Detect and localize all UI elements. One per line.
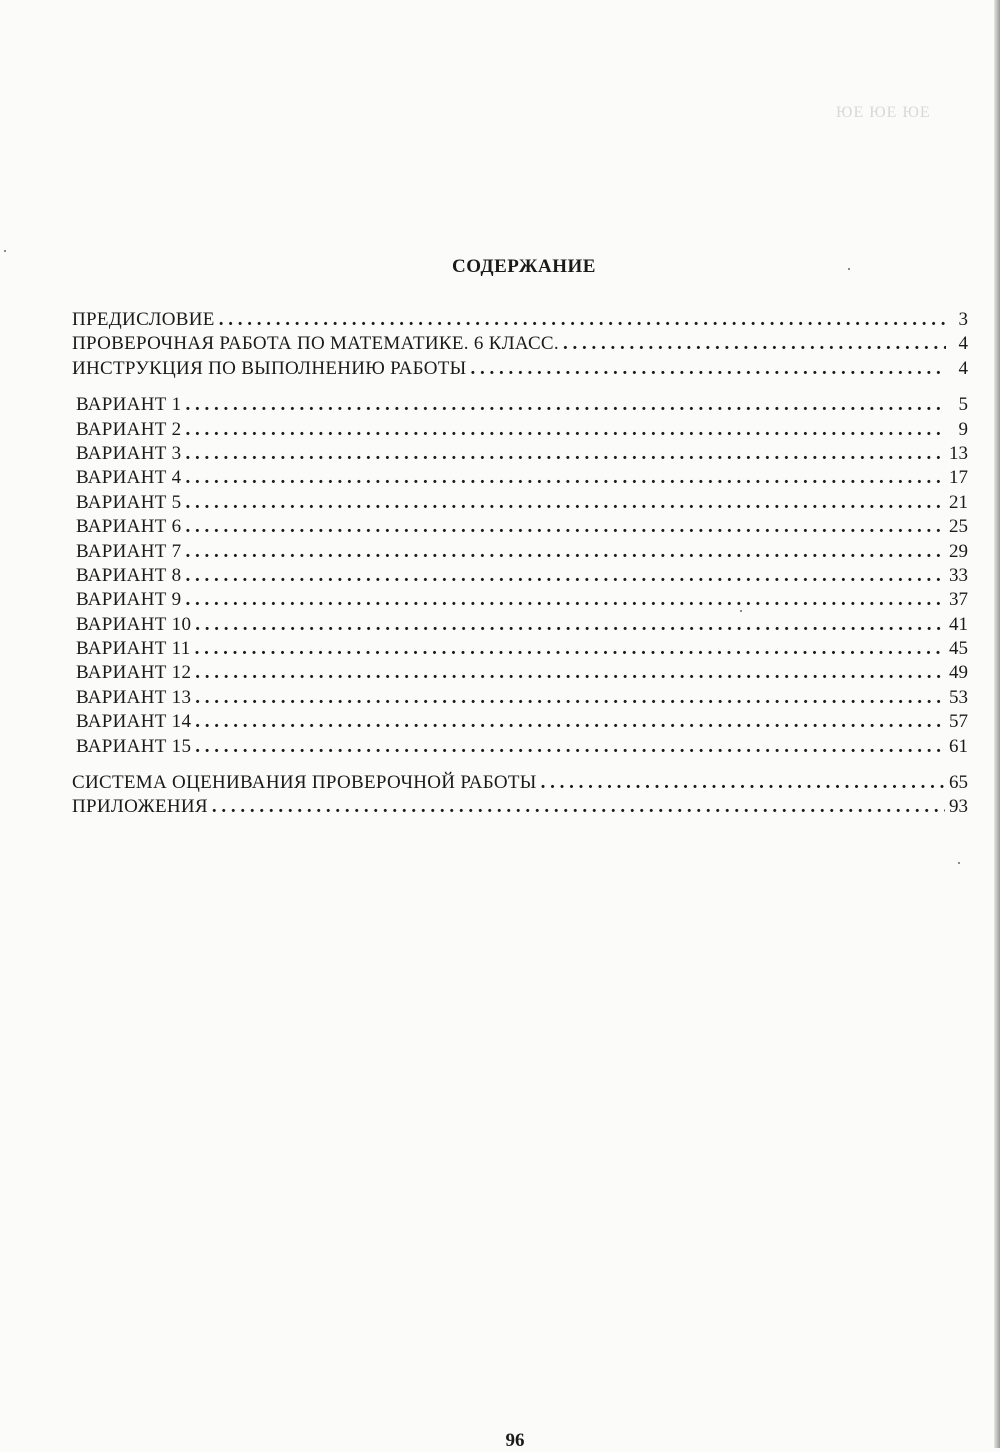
leader-dots xyxy=(185,564,945,588)
toc-entry-title: ВАРИАНТ 2 xyxy=(76,418,182,440)
bleed-through-text: ЮЕ ЮЕ ЮЕ xyxy=(836,104,931,121)
scan-speck xyxy=(848,268,850,270)
toc-entry-variant-11[interactable] xyxy=(72,637,968,661)
toc-entry-title: ВАРИАНТ 5 xyxy=(76,491,182,513)
toc-entry-variant-6[interactable] xyxy=(72,515,968,539)
leader-dots xyxy=(185,515,945,539)
leader-dots xyxy=(185,418,946,442)
leader-dots xyxy=(185,540,945,564)
toc-entry-page: 93 xyxy=(949,796,968,818)
leader-dots xyxy=(212,795,945,819)
toc-entry-title: ВАРИАНТ 1 xyxy=(76,394,182,416)
leader-dots xyxy=(195,613,945,637)
toc-entry-variant-13[interactable] xyxy=(72,686,968,710)
toc-entry-page: 49 xyxy=(949,662,968,684)
toc-entry-page: 3 xyxy=(958,309,968,330)
toc-entry-page: 5 xyxy=(958,394,968,416)
toc-entry-page: 65 xyxy=(949,772,968,794)
leader-dots xyxy=(195,710,945,734)
toc-entry-page: 13 xyxy=(949,442,968,464)
leader-dots xyxy=(195,686,945,710)
leader-dots xyxy=(185,393,946,417)
toc-entry-title: ВАРИАНТ 4 xyxy=(76,467,182,489)
toc-entry-page: 57 xyxy=(949,711,968,733)
toc-entry-title: ИНСТРУКЦИЯ ПО ВЫПОЛНЕНИЮ РАБОТЫ xyxy=(72,357,467,379)
leader-dots xyxy=(185,466,945,490)
toc-entry-page: 21 xyxy=(949,491,968,513)
leader-dots xyxy=(195,661,945,685)
leader-dots xyxy=(471,357,946,381)
leader-dots xyxy=(563,332,946,356)
toc-entry-variant-15[interactable] xyxy=(72,735,968,759)
toc-entry-page: 33 xyxy=(949,564,968,586)
toc-entry-title: ВАРИАНТ 6 xyxy=(76,516,182,538)
toc-entry-title: ВАРИАНТ 15 xyxy=(76,735,192,757)
toc-entry-variant-4[interactable] xyxy=(72,466,968,490)
toc-entry-variant-9[interactable] xyxy=(72,588,968,612)
toc-entry-variant-7[interactable] xyxy=(72,540,968,564)
leader-dots xyxy=(195,637,945,661)
toc-entry-title: ВАРИАНТ 14 xyxy=(76,711,192,733)
page-edge-shadow xyxy=(994,0,1000,1448)
toc-entry-test-intro[interactable] xyxy=(72,332,968,356)
toc-entry-title: ВАРИАНТ 10 xyxy=(76,613,192,635)
toc-entry-title: ПРЕДИСЛОВИЕ xyxy=(72,309,215,330)
leader-dots xyxy=(541,771,945,795)
toc-entry-title: ВАРИАНТ 11 xyxy=(76,638,191,660)
toc-entry-title: ВАРИАНТ 12 xyxy=(76,662,192,684)
toc-entry-instructions[interactable] xyxy=(72,357,968,381)
scan-speck xyxy=(958,862,960,864)
toc-entry-page: 25 xyxy=(949,516,968,538)
scan-speck xyxy=(740,610,742,612)
toc-entry-variant-14[interactable] xyxy=(72,710,968,734)
footer-page-number: 96 xyxy=(505,1430,525,1451)
toc-entry-page: 29 xyxy=(949,540,968,562)
toc-entry-title: ВАРИАНТ 3 xyxy=(76,442,182,464)
toc-entry-page: 61 xyxy=(949,735,968,757)
toc-entry-variant-5[interactable] xyxy=(72,491,968,515)
toc-entry-title: ВАРИАНТ 8 xyxy=(76,564,182,586)
toc-entry-page: 37 xyxy=(949,589,968,611)
leader-dots xyxy=(185,588,945,612)
toc-entry-preface[interactable] xyxy=(72,308,968,332)
toc-entry-page: 17 xyxy=(949,467,968,489)
toc-entry-page: 4 xyxy=(958,333,968,355)
leader-dots xyxy=(195,735,945,759)
toc-entry-variant-2[interactable] xyxy=(72,418,968,442)
toc-heading: СОДЕРЖАНИЕ xyxy=(452,256,596,277)
toc-entry-variant-10[interactable] xyxy=(72,613,968,637)
toc-entry-page: 4 xyxy=(958,357,968,379)
toc-entry-title: ПРОВЕРОЧНАЯ РАБОТА ПО МАТЕМАТИКЕ. 6 КЛАСС. xyxy=(72,333,559,355)
toc-entry-page: 41 xyxy=(949,613,968,635)
toc-entry-appendices[interactable] xyxy=(72,795,968,819)
toc-entry-page: 45 xyxy=(949,638,968,660)
leader-dots xyxy=(185,491,945,515)
toc-entry-grading-system[interactable] xyxy=(72,771,968,795)
toc-entry-variant-8[interactable] xyxy=(72,564,968,588)
toc-entry-variant-12[interactable] xyxy=(72,661,968,685)
toc-entry-page: 9 xyxy=(958,418,968,440)
leader-dots xyxy=(185,442,945,466)
toc-entry-page: 53 xyxy=(949,686,968,708)
toc-entry-title: ВАРИАНТ 9 xyxy=(76,589,182,611)
toc-entry-title: ВАРИАНТ 13 xyxy=(76,686,192,708)
leader-dots xyxy=(219,308,946,332)
toc-entry-title: СИСТЕМА ОЦЕНИВАНИЯ ПРОВЕРОЧНОЙ РАБОТЫ xyxy=(72,772,537,794)
toc-entry-title: ВАРИАНТ 7 xyxy=(76,540,182,562)
toc-entry-title: ПРИЛОЖЕНИЯ xyxy=(72,796,208,818)
toc-entry-variant-1[interactable] xyxy=(72,393,968,417)
scan-speck xyxy=(4,250,6,252)
table-of-contents xyxy=(72,308,968,820)
toc-entry-variant-3[interactable] xyxy=(72,442,968,466)
